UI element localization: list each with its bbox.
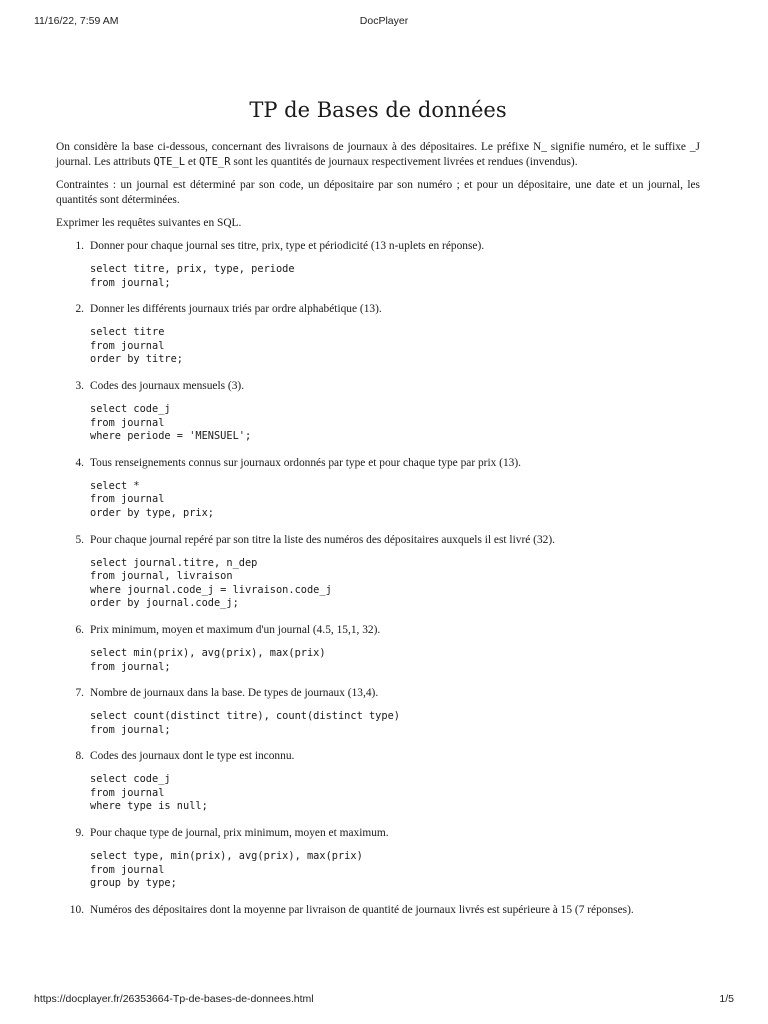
- question-item: [56, 623, 700, 674]
- question-item: [56, 826, 700, 891]
- sql-answer: select * from journal order by type, prix;: [90, 479, 214, 519]
- question-number: 8.: [75, 750, 84, 763]
- print-header: [34, 15, 734, 31]
- questions-list: [56, 239, 700, 918]
- sql-answer: select code_j from journal where type is null;: [90, 773, 208, 813]
- question-item: [56, 903, 700, 918]
- question-text: Codes des journaux mensuels (3).: [90, 379, 245, 392]
- question-number: 6.: [75, 623, 84, 636]
- question-number: 2.: [75, 303, 84, 316]
- question-number: 9.: [75, 827, 84, 840]
- sql-answer: select titre from journal order by titre;: [90, 326, 183, 366]
- document-body: [56, 98, 700, 918]
- question-item: [56, 302, 700, 367]
- question-text: Numéros des dépositaires dont la moyenne par livraison de quantité de journaux livrés est supérieure à 15 (7 réponses).: [90, 903, 634, 916]
- question-item: [56, 239, 700, 290]
- instruction-paragraph: Exprimer les requêtes suivantes en SQL.: [56, 217, 242, 229]
- sql-answer: select titre, prix, type, periode from journal;: [90, 263, 295, 289]
- print-footer: [34, 993, 734, 1009]
- question-number: 7.: [75, 687, 84, 700]
- question-text: Prix minimum, moyen et maximum d'un journal (4.5, 15,1, 32).: [90, 623, 381, 636]
- question-text: Pour chaque type de journal, prix minimum, moyen et maximum.: [90, 827, 389, 840]
- question-text: Tous renseignements connus sur journaux ordonnés par type et pour chaque type par prix (13).: [90, 456, 521, 469]
- intro-text-start: On considère la base ci-dessous, concernant des livraisons de journaux à des dépositaires. Le préfixe N_ signifie numéro, et le suffixe _J journal. Les attributs: [56, 141, 700, 168]
- page-counter: 1/5: [719, 993, 734, 1005]
- sql-answer: select min(prix), avg(prix), max(prix) from journal;: [90, 646, 326, 673]
- page-url: https://docplayer.fr/26353664-Tp-de-bases-de-donnees.html: [34, 993, 314, 1005]
- sql-answer: select type, min(prix), avg(prix), max(prix) from journal group by type;: [90, 850, 363, 890]
- sql-answer: select code_j from journal where periode = 'MENSUEL';: [90, 402, 252, 443]
- print-datetime: 11/16/22, 7:59 AM: [34, 15, 119, 27]
- question-number: 4.: [75, 456, 84, 469]
- sql-answer: select count(distinct titre), count(distinct type) from journal;: [90, 710, 400, 736]
- question-item: [56, 686, 700, 737]
- question-item: [56, 456, 700, 521]
- question-text: Pour chaque journal repéré par son titre la liste des numéros des dépositaires auxquels il est livré (32).: [90, 533, 555, 546]
- question-number: 10.: [69, 903, 84, 916]
- question-item: [56, 379, 700, 444]
- intro-text-end: sont les quantités de journaux respectivement livrées et rendues (invendus).: [230, 156, 578, 168]
- question-text: Nombre de journaux dans la base. De types de journaux (13,4).: [90, 687, 379, 700]
- question-text: Donner pour chaque journal ses titre, prix, type et périodicité (13 n-uplets en réponse).: [90, 240, 485, 252]
- question-number: 3.: [75, 379, 84, 392]
- intro-text-mid: et: [185, 156, 199, 168]
- attribute-qte-r: QTE_R: [198, 156, 231, 168]
- intro-paragraph: [56, 140, 700, 170]
- constraints-paragraph: Contraintes : un journal est déterminé par son code, un dépositaire par son numéro ; et pour un dépositaire, une date et un journal, les quantités sont déterminées.: [56, 179, 700, 206]
- question-number: 1.: [75, 240, 84, 252]
- question-item: [56, 533, 700, 611]
- document-title: TP de Bases de données: [249, 98, 507, 122]
- attribute-qte-l: QTE_L: [153, 156, 186, 168]
- print-site-name: DocPlayer: [359, 15, 409, 27]
- question-number: 5.: [75, 533, 84, 546]
- question-item: [56, 749, 700, 814]
- question-text: Codes des journaux dont le type est inconnu.: [90, 750, 295, 763]
- question-text: Donner les différents journaux triés par ordre alphabétique (13).: [90, 303, 382, 316]
- sql-answer: select journal.titre, n_dep from journal, livraison where journal.code_j = livraison.code_j order by journal.code_j;: [90, 556, 332, 610]
